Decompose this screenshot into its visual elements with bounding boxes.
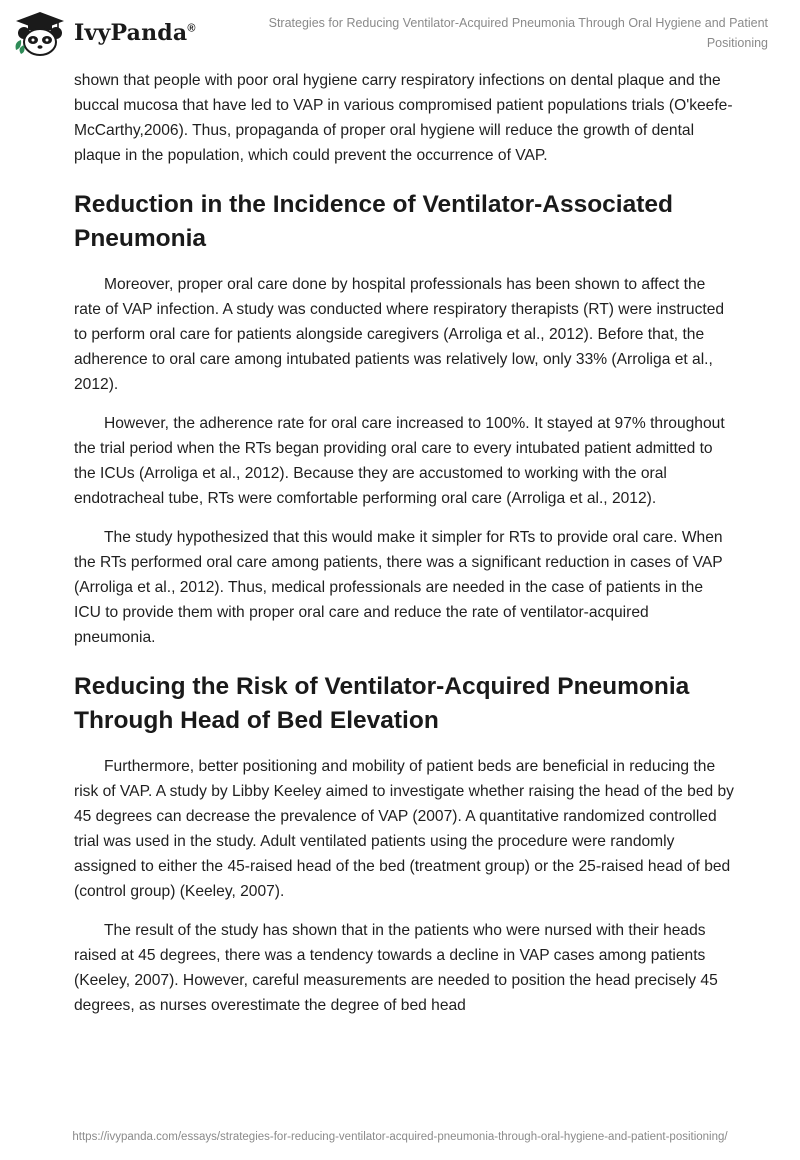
logo[interactable] xyxy=(12,8,196,58)
document-title: Strategies for Reducing Ventilator-Acquired Pneumonia Through Oral Hygiene and Patient Positioning xyxy=(268,16,768,50)
logo-text: IvyPanda® xyxy=(74,20,196,46)
panda-logo-icon xyxy=(12,10,68,56)
paragraph: However, the adherence rate for oral care increased to 100%. It stayed at 97% throughout the trial period when the RTs began providing oral care to every intubated patient admitted to the ICUs (Arroliga et al., 2012). Because they are accustomed to working with the oral endotracheal tube, RTs were comfortable performing oral care (Arroliga et al., 2012). xyxy=(74,415,725,507)
page-header xyxy=(0,0,800,62)
intro-paragraph: shown that people with poor oral hygiene carry respiratory infections on dental plaque and the buccal mucosa that have led to VAP in various compromised patient populations trials (O'keefe-McCarthy,2006). Thus, propaganda of proper oral hygiene will reduce the growth of dental plaque in the population, which could prevent the occurrence of VAP. xyxy=(74,72,733,164)
essay-content xyxy=(74,68,734,1032)
section-heading-bed-elevation: Reducing the Risk of Ventilator-Acquired Pneumonia Through Head of Bed Elevation xyxy=(74,673,690,734)
paragraph: Furthermore, better positioning and mobility of patient beds are beneficial in reducing the risk of VAP. A study by Libby Keeley aimed to investigate whether raising the head of the bed by 45 degrees can decrease the prevalence of VAP (2007). A quantitative randomized controlled trial was used in the study. Adult ventilated patients using the procedure were randomly assigned to either the 45-raised head of the bed (treatment group) or the 25-raised head of bed (control group) (Keeley, 2007). xyxy=(74,758,734,900)
source-url[interactable]: https://ivypanda.com/essays/strategies-for-reducing-ventilator-acquired-pneumonia-through-oral-hygiene-and-patient-positioning/ xyxy=(72,1131,728,1143)
paragraph: The study hypothesized that this would make it simpler for RTs to provide oral care. When the RTs performed oral care among patients, there was a significant reduction in cases of VAP (Arroliga et al., 2012). Thus, medical professionals are needed in the case of patients in the ICU to provide them with proper oral care and reduce the rate of ventilator-acquired pneumonia. xyxy=(74,529,723,646)
paragraph: Moreover, proper oral care done by hospital professionals has been shown to affect the rate of VAP infection. A study was conducted where respiratory therapists (RT) were instructed to perform oral care for patients alongside caregivers (Arroliga et al., 2012). Before that, the adherence to oral care among intubated patients was relatively low, only 33% (Arroliga et al., 2012). xyxy=(74,276,725,393)
section-heading-incidence: Reduction in the Incidence of Ventilator-Associated Pneumonia xyxy=(74,191,673,252)
paragraph: The result of the study has shown that in the patients who were nursed with their heads raised at 45 degrees, there was a tendency towards a decline in VAP cases among patients (Keeley, 2007). However, careful measurements are needed to position the head precisely 45 degrees, as nurses overestimate the degree of bed head xyxy=(74,922,718,1014)
